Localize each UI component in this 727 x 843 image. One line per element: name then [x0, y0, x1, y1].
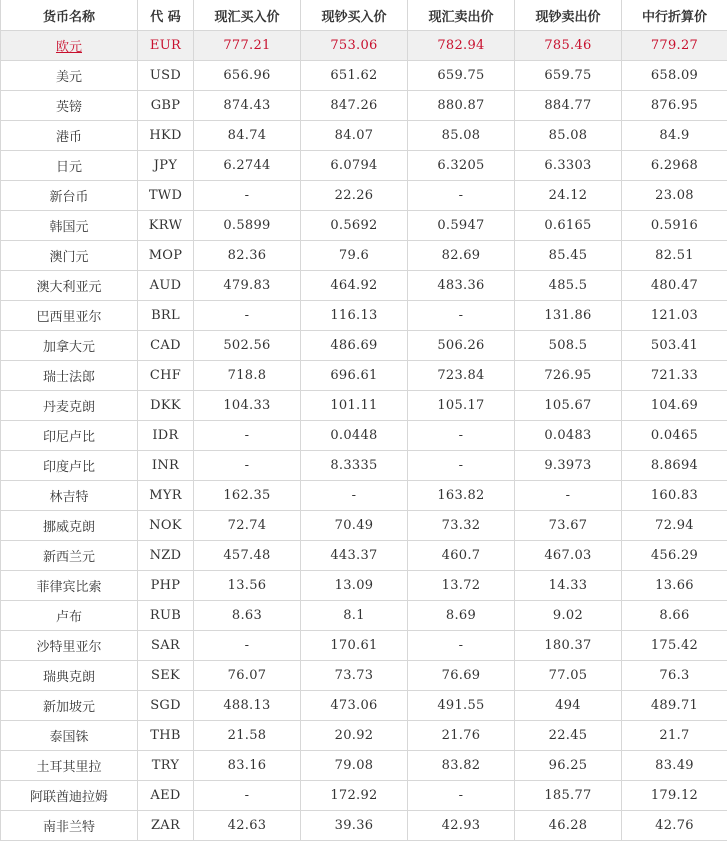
cell-boc-rate: 6.2968 [622, 151, 727, 181]
cell-code: RUB [138, 601, 194, 631]
cell-spot-sell: 782.94 [408, 31, 515, 61]
cell-currency-name[interactable] [1, 751, 138, 781]
currency-name-link[interactable]: 英镑 [55, 100, 82, 115]
table-row [1, 751, 727, 781]
cell-cash-sell: 9.3973 [515, 451, 622, 481]
cell-cash-sell: 77.05 [515, 661, 622, 691]
cell-currency-name[interactable] [1, 121, 138, 151]
currency-name-link[interactable]: 阿联酋迪拉姆 [29, 790, 108, 805]
cell-spot-sell: - [408, 421, 515, 451]
cell-cash-sell: 131.86 [515, 301, 622, 331]
cell-spot-sell: - [408, 781, 515, 811]
cell-currency-name[interactable] [1, 91, 138, 121]
cell-code: THB [138, 721, 194, 751]
currency-name-link[interactable]: 港币 [55, 130, 82, 145]
currency-name-link[interactable]: 卢布 [55, 610, 82, 625]
cell-cash-buy: 0.5692 [301, 211, 408, 241]
cell-cash-buy: 79.08 [301, 751, 408, 781]
cell-code: IDR [138, 421, 194, 451]
cell-spot-sell: 105.17 [408, 391, 515, 421]
cell-cash-sell: 467.03 [515, 541, 622, 571]
cell-code: KRW [138, 211, 194, 241]
cell-spot-sell: - [408, 181, 515, 211]
cell-cash-sell: 85.08 [515, 121, 622, 151]
cell-cash-sell: 508.5 [515, 331, 622, 361]
header-currency-name: 货币名称 [1, 0, 138, 31]
cell-spot-sell: 13.72 [408, 571, 515, 601]
currency-name-link[interactable]: 加拿大元 [42, 340, 95, 355]
cell-code: MOP [138, 241, 194, 271]
cell-cash-buy: 116.13 [301, 301, 408, 331]
cell-spot-sell: 42.93 [408, 811, 515, 841]
cell-cash-buy: 6.0794 [301, 151, 408, 181]
cell-boc-rate: 23.08 [622, 181, 727, 211]
cell-boc-rate: 876.95 [622, 91, 727, 121]
currency-name-link[interactable]: 巴西里亚尔 [36, 310, 102, 325]
cell-code: USD [138, 61, 194, 91]
cell-currency-name[interactable] [1, 661, 138, 691]
cell-spot-buy: 42.63 [194, 811, 301, 841]
cell-spot-sell: - [408, 451, 515, 481]
cell-spot-buy: 162.35 [194, 481, 301, 511]
cell-boc-rate: 179.12 [622, 781, 727, 811]
header-code: 代 码 [138, 0, 194, 31]
cell-cash-buy: 84.07 [301, 121, 408, 151]
cell-currency-name[interactable] [1, 541, 138, 571]
cell-cash-buy: 79.6 [301, 241, 408, 271]
table-row [1, 31, 727, 61]
cell-code: INR [138, 451, 194, 481]
cell-code: HKD [138, 121, 194, 151]
cell-cash-buy: 70.49 [301, 511, 408, 541]
cell-boc-rate: 82.51 [622, 241, 727, 271]
cell-boc-rate: 13.66 [622, 571, 727, 601]
cell-code: NZD [138, 541, 194, 571]
cell-currency-name[interactable] [1, 421, 138, 451]
cell-cash-buy: 473.06 [301, 691, 408, 721]
cell-spot-buy: 656.96 [194, 61, 301, 91]
cell-spot-buy: 0.5899 [194, 211, 301, 241]
cell-currency-name[interactable] [1, 271, 138, 301]
table-row [1, 391, 727, 421]
table-row [1, 571, 727, 601]
currency-name-link[interactable]: 澳门元 [49, 250, 89, 265]
cell-currency-name[interactable] [1, 481, 138, 511]
cell-cash-sell: 0.6165 [515, 211, 622, 241]
currency-name-link[interactable]: 新加坡元 [42, 700, 95, 715]
cell-currency-name[interactable] [1, 211, 138, 241]
currency-name-link[interactable]: 菲律宾比索 [36, 580, 102, 595]
cell-code: TRY [138, 751, 194, 781]
header-cash-sell: 现钞卖出价 [515, 0, 622, 31]
cell-boc-rate: 8.66 [622, 601, 727, 631]
cell-cash-sell: 9.02 [515, 601, 622, 631]
cell-boc-rate: 658.09 [622, 61, 727, 91]
currency-name-link[interactable]: 澳大利亚元 [36, 280, 102, 295]
cell-cash-buy: 22.26 [301, 181, 408, 211]
cell-code: TWD [138, 181, 194, 211]
cell-boc-rate: 83.49 [622, 751, 727, 781]
header-boc-rate: 中行折算价 [622, 0, 727, 31]
cell-spot-sell: 723.84 [408, 361, 515, 391]
cell-currency-name[interactable] [1, 811, 138, 841]
table-row [1, 511, 727, 541]
currency-name-link[interactable]: 美元 [55, 70, 82, 85]
cell-spot-buy: 104.33 [194, 391, 301, 421]
cell-spot-buy: 72.74 [194, 511, 301, 541]
cell-code: JPY [138, 151, 194, 181]
cell-spot-sell: 163.82 [408, 481, 515, 511]
cell-cash-buy: 0.0448 [301, 421, 408, 451]
currency-name-link[interactable]: 瑞士法郎 [42, 370, 95, 385]
cell-currency-name[interactable] [1, 391, 138, 421]
table-row [1, 601, 727, 631]
cell-cash-buy: 8.1 [301, 601, 408, 631]
header-cash-buy: 现钞买入价 [301, 0, 408, 31]
cell-spot-sell: 491.55 [408, 691, 515, 721]
cell-boc-rate: 84.9 [622, 121, 727, 151]
table-row [1, 631, 727, 661]
table-header-row [1, 0, 727, 31]
cell-currency-name[interactable] [1, 511, 138, 541]
cell-currency-name[interactable] [1, 631, 138, 661]
cell-currency-name[interactable] [1, 31, 138, 61]
cell-currency-name[interactable] [1, 361, 138, 391]
cell-currency-name[interactable] [1, 151, 138, 181]
cell-spot-sell: 460.7 [408, 541, 515, 571]
cell-spot-sell: 880.87 [408, 91, 515, 121]
cell-cash-buy: 464.92 [301, 271, 408, 301]
cell-cash-buy: 170.61 [301, 631, 408, 661]
cell-boc-rate: 0.0465 [622, 421, 727, 451]
header-spot-sell: 现汇卖出价 [408, 0, 515, 31]
cell-spot-buy: 777.21 [194, 31, 301, 61]
cell-cash-buy: 73.73 [301, 661, 408, 691]
cell-currency-name[interactable] [1, 301, 138, 331]
cell-boc-rate: 721.33 [622, 361, 727, 391]
cell-code: MYR [138, 481, 194, 511]
cell-spot-buy: 8.63 [194, 601, 301, 631]
cell-cash-sell: 85.45 [515, 241, 622, 271]
cell-spot-buy: 84.74 [194, 121, 301, 151]
cell-spot-buy: - [194, 301, 301, 331]
cell-spot-buy: 502.56 [194, 331, 301, 361]
currency-name-link[interactable]: 土耳其里拉 [36, 760, 102, 775]
cell-spot-sell: 85.08 [408, 121, 515, 151]
cell-code: SAR [138, 631, 194, 661]
cell-spot-buy: 21.58 [194, 721, 301, 751]
currency-name-link[interactable]: 丹麦克朗 [42, 400, 95, 415]
cell-boc-rate: 72.94 [622, 511, 727, 541]
cell-boc-rate: 121.03 [622, 301, 727, 331]
cell-boc-rate: 779.27 [622, 31, 727, 61]
cell-spot-buy: 874.43 [194, 91, 301, 121]
cell-spot-sell: - [408, 631, 515, 661]
cell-cash-buy: 443.37 [301, 541, 408, 571]
currency-name-link[interactable]: 沙特里亚尔 [36, 640, 102, 655]
cell-spot-sell: 73.32 [408, 511, 515, 541]
table-row [1, 151, 727, 181]
cell-code: NOK [138, 511, 194, 541]
cell-cash-sell: 494 [515, 691, 622, 721]
table-row [1, 421, 727, 451]
table-row [1, 301, 727, 331]
table-row [1, 361, 727, 391]
currency-name-link[interactable]: 韩国元 [49, 220, 89, 235]
cell-cash-buy: 753.06 [301, 31, 408, 61]
table-row [1, 691, 727, 721]
currency-name-link[interactable]: 日元 [55, 160, 82, 175]
cell-boc-rate: 480.47 [622, 271, 727, 301]
currency-name-link[interactable]: 欧元 [55, 40, 82, 55]
cell-cash-buy: - [301, 481, 408, 511]
table-row [1, 241, 727, 271]
cell-cash-buy: 20.92 [301, 721, 408, 751]
table-row [1, 781, 727, 811]
cell-boc-rate: 21.7 [622, 721, 727, 751]
currency-name-link[interactable]: 印度卢比 [42, 460, 95, 475]
cell-spot-sell: 0.5947 [408, 211, 515, 241]
cell-spot-sell: 21.76 [408, 721, 515, 751]
cell-code: GBP [138, 91, 194, 121]
currency-name-link[interactable]: 南非兰特 [42, 820, 95, 835]
cell-code: SGD [138, 691, 194, 721]
header-spot-buy: 现汇买入价 [194, 0, 301, 31]
cell-cash-sell: 180.37 [515, 631, 622, 661]
table-row [1, 271, 727, 301]
cell-cash-sell: 785.46 [515, 31, 622, 61]
cell-spot-sell: 76.69 [408, 661, 515, 691]
cell-currency-name[interactable] [1, 61, 138, 91]
cell-spot-sell: 659.75 [408, 61, 515, 91]
cell-cash-buy: 101.11 [301, 391, 408, 421]
cell-code: AED [138, 781, 194, 811]
cell-cash-sell: 105.67 [515, 391, 622, 421]
cell-cash-buy: 847.26 [301, 91, 408, 121]
currency-name-link[interactable]: 新台币 [49, 190, 89, 205]
currency-name-link[interactable]: 瑞典克朗 [42, 670, 95, 685]
cell-cash-buy: 39.36 [301, 811, 408, 841]
cell-spot-buy: 479.83 [194, 271, 301, 301]
cell-currency-name[interactable] [1, 721, 138, 751]
currency-name-link[interactable]: 泰国铢 [49, 730, 89, 745]
table-row [1, 181, 727, 211]
cell-cash-buy: 651.62 [301, 61, 408, 91]
cell-spot-buy: - [194, 451, 301, 481]
cell-spot-sell: 506.26 [408, 331, 515, 361]
table-row [1, 661, 727, 691]
cell-cash-sell: 46.28 [515, 811, 622, 841]
cell-spot-sell: 483.36 [408, 271, 515, 301]
cell-code: AUD [138, 271, 194, 301]
cell-cash-sell: 6.3303 [515, 151, 622, 181]
cell-boc-rate: 503.41 [622, 331, 727, 361]
cell-cash-sell: 884.77 [515, 91, 622, 121]
cell-boc-rate: 456.29 [622, 541, 727, 571]
cell-spot-buy: - [194, 181, 301, 211]
currency-name-link[interactable]: 新西兰元 [42, 550, 95, 565]
cell-code: PHP [138, 571, 194, 601]
table-row [1, 541, 727, 571]
cell-cash-sell: 659.75 [515, 61, 622, 91]
cell-currency-name[interactable] [1, 571, 138, 601]
cell-boc-rate: 42.76 [622, 811, 727, 841]
cell-spot-buy: - [194, 781, 301, 811]
cell-cash-sell: 73.67 [515, 511, 622, 541]
cell-cash-buy: 696.61 [301, 361, 408, 391]
cell-spot-buy: 82.36 [194, 241, 301, 271]
table-row [1, 91, 727, 121]
cell-cash-sell: 726.95 [515, 361, 622, 391]
cell-spot-sell: 82.69 [408, 241, 515, 271]
currency-name-link[interactable]: 挪威克朗 [42, 520, 95, 535]
cell-cash-sell: 0.0483 [515, 421, 622, 451]
cell-spot-sell: 8.69 [408, 601, 515, 631]
cell-boc-rate: 8.8694 [622, 451, 727, 481]
table-row [1, 451, 727, 481]
cell-cash-sell: 22.45 [515, 721, 622, 751]
cell-spot-sell: - [408, 301, 515, 331]
cell-cash-sell: 96.25 [515, 751, 622, 781]
cell-spot-buy: - [194, 631, 301, 661]
table-body [1, 31, 727, 841]
cell-spot-buy: 6.2744 [194, 151, 301, 181]
cell-code: ZAR [138, 811, 194, 841]
cell-cash-buy: 8.3335 [301, 451, 408, 481]
table-row [1, 481, 727, 511]
table-row [1, 211, 727, 241]
cell-code: CAD [138, 331, 194, 361]
currency-name-link[interactable]: 林吉特 [49, 490, 89, 505]
table-row [1, 121, 727, 151]
cell-spot-buy: 718.8 [194, 361, 301, 391]
cell-spot-buy: - [194, 421, 301, 451]
cell-boc-rate: 0.5916 [622, 211, 727, 241]
currency-name-link[interactable]: 印尼卢比 [42, 430, 95, 445]
table-row [1, 331, 727, 361]
table-row [1, 721, 727, 751]
cell-code: EUR [138, 31, 194, 61]
cell-spot-sell: 6.3205 [408, 151, 515, 181]
cell-currency-name[interactable] [1, 781, 138, 811]
cell-currency-name[interactable] [1, 451, 138, 481]
cell-currency-name[interactable] [1, 601, 138, 631]
cell-spot-buy: 13.56 [194, 571, 301, 601]
cell-cash-sell: - [515, 481, 622, 511]
cell-cash-buy: 172.92 [301, 781, 408, 811]
cell-cash-sell: 24.12 [515, 181, 622, 211]
cell-code: CHF [138, 361, 194, 391]
cell-code: BRL [138, 301, 194, 331]
cell-currency-name[interactable] [1, 181, 138, 211]
cell-spot-sell: 83.82 [408, 751, 515, 781]
cell-currency-name[interactable] [1, 241, 138, 271]
cell-cash-sell: 485.5 [515, 271, 622, 301]
cell-boc-rate: 489.71 [622, 691, 727, 721]
table-row [1, 61, 727, 91]
cell-boc-rate: 160.83 [622, 481, 727, 511]
cell-code: DKK [138, 391, 194, 421]
cell-cash-buy: 486.69 [301, 331, 408, 361]
cell-currency-name[interactable] [1, 691, 138, 721]
cell-cash-buy: 13.09 [301, 571, 408, 601]
cell-boc-rate: 104.69 [622, 391, 727, 421]
cell-cash-sell: 14.33 [515, 571, 622, 601]
cell-code: SEK [138, 661, 194, 691]
table-row [1, 811, 727, 841]
cell-boc-rate: 76.3 [622, 661, 727, 691]
cell-spot-buy: 457.48 [194, 541, 301, 571]
cell-boc-rate: 175.42 [622, 631, 727, 661]
cell-currency-name[interactable] [1, 331, 138, 361]
cell-cash-sell: 185.77 [515, 781, 622, 811]
cell-spot-buy: 488.13 [194, 691, 301, 721]
cell-spot-buy: 76.07 [194, 661, 301, 691]
cell-spot-buy: 83.16 [194, 751, 301, 781]
